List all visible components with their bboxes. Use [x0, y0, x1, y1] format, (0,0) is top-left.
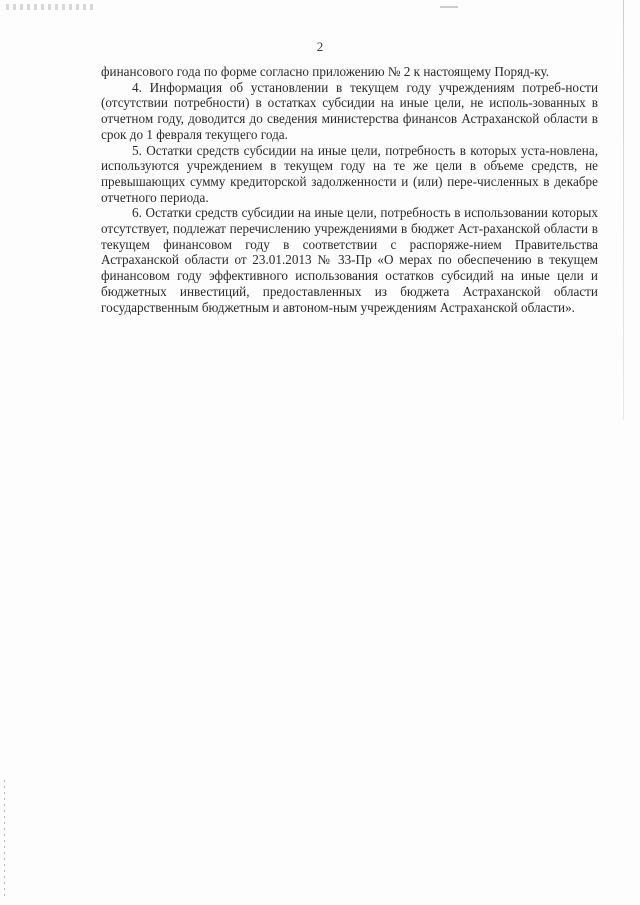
paragraph-continuation: финансового года по форме согласно приложению № 2 к настоящему Поряд-ку.: [101, 64, 550, 79]
scan-artifact-left-edge: [4, 780, 5, 900]
scan-artifact-top: [440, 6, 458, 8]
paragraph-item-6: 6. Остатки средств субсидии на иные цели, потребность в использовании которых отсутствует, подлежат перечислению учреждениями в бюджет Аст-раханской области в текущем финансовом году в соответствии с распоряже-нием Правительства Астраханской области от 23.01.2013 № 33-Пр «О мерах по обеспечению в текущем финансовом году эффективного использования остатков субсидий на иные цели и бюджетных инвестиций, предоставленных из бюджета Астраханской области государственным бюджетным и автоном-ным учреждениям Астраханской области».: [101, 205, 598, 315]
scan-artifact-right-edge: [623, 0, 624, 420]
page-number: 2: [316, 39, 324, 54]
document-body: [101, 64, 598, 315]
paragraph-item-5: 5. Остатки средств субсидии на иные цели, потребность в которых уста-новлена, используются учреждением в текущем году на те же цели в объеме средств, не превышающих сумму кредиторской задолженности и (или) пере-численных в декабре отчетного периода.: [101, 142, 598, 205]
scan-artifact-top-left: [6, 4, 96, 10]
paragraph-item-4: 4. Информация об установлении в текущем году учреждениям потреб-ности (отсутствии потребности) в остатках субсидии на иные цели, не исполь-зованных в отчетном году, доводится до сведения министерства финансов Астраханской области в срок до 1 февраля текущего года.: [101, 79, 598, 142]
